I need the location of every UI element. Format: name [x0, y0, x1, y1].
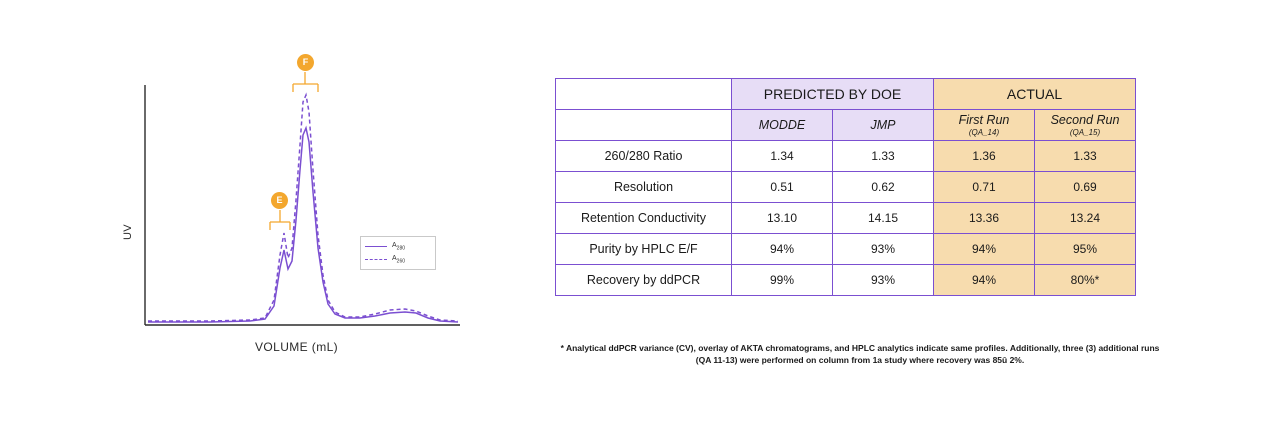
table-corner-blank: [556, 79, 732, 110]
sub-header-modde: MODDE: [732, 110, 833, 141]
legend-label-a280: $A_{280}$: [392, 241, 406, 252]
cell-purity-modde: 94%: [732, 234, 833, 265]
group-header-predicted: PREDICTED BY DOE: [732, 79, 934, 110]
row-label-retention-conductivity: Retention Conductivity: [556, 203, 732, 234]
cell-retention-second-run: 13.24: [1035, 203, 1136, 234]
cell-resolution-modde: 0.51: [732, 172, 833, 203]
cell-ratio-first-run: 1.36: [934, 141, 1035, 172]
table-sub-header-row: [556, 110, 1136, 141]
legend-item-a280: [365, 240, 431, 253]
table-group-header-row: [556, 79, 1136, 110]
table-corner-blank-2: [556, 110, 732, 141]
cell-resolution-second-run: 0.69: [1035, 172, 1136, 203]
legend-swatch-dashed: [365, 259, 387, 260]
peak-f-bracket: [293, 72, 318, 92]
table-row: [556, 265, 1136, 296]
group-header-actual: ACTUAL: [934, 79, 1136, 110]
y-axis-label: UV: [122, 224, 134, 240]
legend-sub-280: 280: [396, 245, 406, 252]
chart-legend: [360, 236, 436, 270]
cell-retention-first-run: 13.36: [934, 203, 1035, 234]
table-row: [556, 203, 1136, 234]
legend-sub-260: 260: [396, 258, 406, 265]
cell-recovery-jmp: 93%: [833, 265, 934, 296]
legend-label-a260: $A_{260}$: [392, 254, 406, 265]
chromatogram-figure: [60, 50, 490, 380]
peak-e-marker: E: [271, 192, 288, 209]
cell-purity-second-run: 95%: [1035, 234, 1136, 265]
series-a280-line: [148, 128, 458, 322]
peak-f-marker: F: [297, 54, 314, 71]
sub-header-second-run-note: (QA_15): [1069, 128, 1101, 137]
cell-ratio-modde: 1.34: [732, 141, 833, 172]
cell-ratio-second-run: 1.33: [1035, 141, 1136, 172]
sub-header-second-run-label: Second Run: [1050, 113, 1120, 127]
sub-header-first-run: [934, 110, 1035, 141]
results-table-panel: [555, 78, 1155, 296]
peak-e-bracket: [270, 210, 290, 230]
chromatogram-plot: [60, 50, 490, 380]
row-label-resolution: Resolution: [556, 172, 732, 203]
cell-resolution-first-run: 0.71: [934, 172, 1035, 203]
cell-recovery-second-run: 80%*: [1035, 265, 1136, 296]
cell-purity-first-run: 94%: [934, 234, 1035, 265]
table-row: [556, 172, 1136, 203]
sub-header-first-run-note: (QA_14): [968, 128, 1000, 137]
row-label-purity: Purity by HPLC E/F: [556, 234, 732, 265]
cell-recovery-modde: 99%: [732, 265, 833, 296]
x-axis-label: VOLUME (mL): [255, 340, 339, 354]
cell-ratio-jmp: 1.33: [833, 141, 934, 172]
table-footnote: * Analytical ddPCR variance (CV), overlay of AKTA chromatograms, and HPLC analytics indicate same profiles. Additionally, three (3) additional runs (QA 11-13) were performed on column from 1a study where recovery was 85û 2%.: [560, 343, 1160, 366]
sub-header-second-run: [1035, 110, 1136, 141]
table-row: [556, 141, 1136, 172]
legend-swatch-solid: [365, 246, 387, 247]
series-a260-line: [148, 95, 458, 321]
legend-item-a260: [365, 253, 431, 266]
cell-resolution-jmp: 0.62: [833, 172, 934, 203]
cell-recovery-first-run: 94%: [934, 265, 1035, 296]
table-row: [556, 234, 1136, 265]
row-label-recovery: Recovery by ddPCR: [556, 265, 732, 296]
cell-retention-modde: 13.10: [732, 203, 833, 234]
sub-header-jmp: JMP: [833, 110, 934, 141]
results-table: [555, 78, 1136, 296]
cell-purity-jmp: 93%: [833, 234, 934, 265]
sub-header-first-run-label: First Run: [958, 113, 1010, 127]
cell-retention-jmp: 14.15: [833, 203, 934, 234]
row-label-ratio: 260/280 Ratio: [556, 141, 732, 172]
